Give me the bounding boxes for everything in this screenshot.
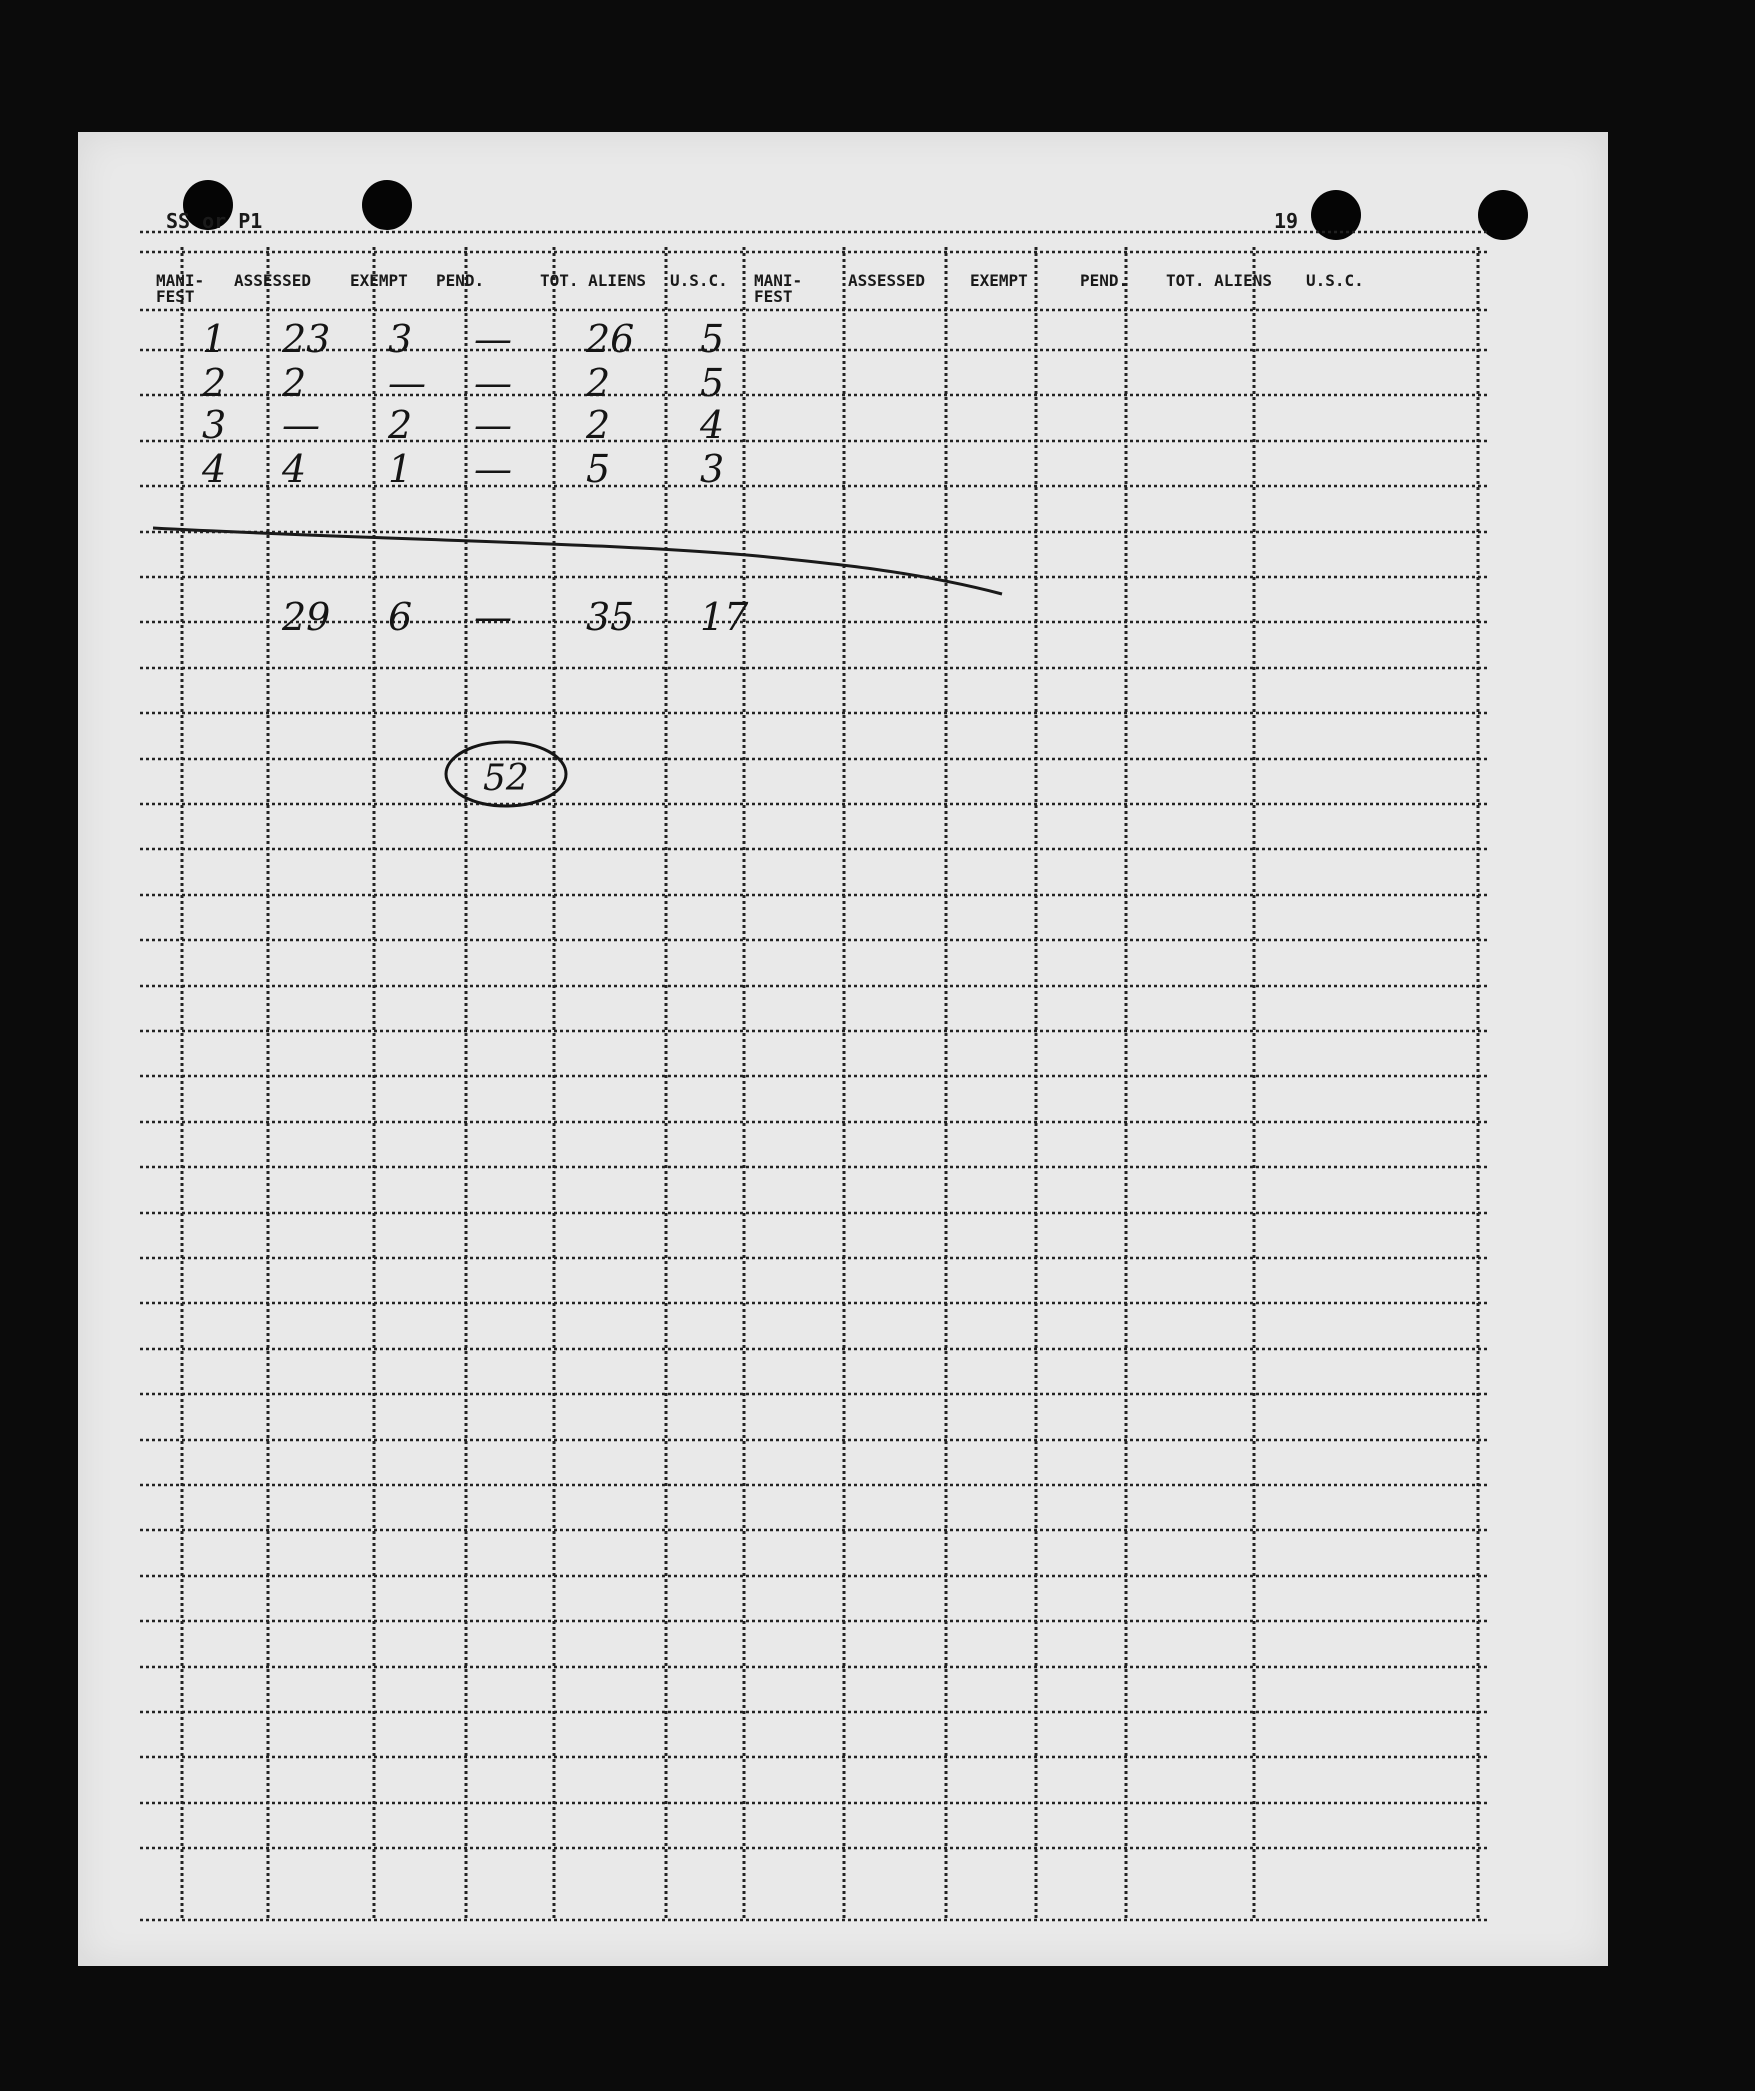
entry-usc: 5	[700, 361, 725, 405]
manifest-tally-sheet	[78, 132, 1608, 1966]
entry-exempt: 1	[388, 447, 413, 491]
entry-tot-aliens: 2	[586, 361, 611, 405]
form-grid	[78, 132, 1608, 1966]
entry-pend: —	[474, 317, 512, 361]
entry-tot-aliens: 26	[586, 317, 635, 361]
column-header-left: PEND.	[436, 271, 485, 290]
entry-assessed: —	[282, 403, 320, 447]
total-separator-line	[153, 528, 1002, 594]
entry-manifest: 1	[202, 317, 227, 361]
column-header-right: PEND.	[1080, 271, 1129, 290]
column-header-left: FEST	[156, 287, 195, 306]
entry-tot-aliens: 2	[586, 403, 611, 447]
year-label: 19	[1274, 209, 1299, 233]
entry-manifest: 2	[202, 361, 227, 405]
column-header-left: ASSESSED	[234, 271, 312, 290]
totals-row	[281, 595, 749, 639]
column-header-left: MANI-	[156, 271, 205, 290]
ship-label: SS or P1	[166, 209, 263, 233]
total-assessed: 29	[282, 595, 331, 639]
entry-pend: —	[474, 403, 512, 447]
entry-pend: —	[474, 361, 512, 405]
entry-assessed: 2	[282, 361, 307, 405]
column-header-right: ASSESSED	[848, 271, 926, 290]
column-header-right: FEST	[754, 287, 793, 306]
total-tot-aliens: 35	[586, 595, 635, 639]
entry-manifest: 3	[202, 403, 227, 447]
entry-exempt: —	[388, 361, 426, 405]
total-usc: 17	[700, 595, 749, 639]
entry-rows	[201, 317, 724, 491]
column-headers	[156, 271, 1364, 306]
total-exempt: 6	[388, 595, 413, 639]
entry-pend: —	[474, 447, 512, 491]
entry-assessed: 23	[282, 317, 331, 361]
entry-usc: 5	[700, 317, 725, 361]
column-header-right: EXEMPT	[970, 271, 1028, 290]
total-pend: —	[474, 595, 512, 639]
entry-exempt: 3	[388, 317, 413, 361]
entry-tot-aliens: 5	[586, 447, 611, 491]
entry-usc: 3	[700, 447, 725, 491]
entry-assessed: 4	[282, 447, 307, 491]
grand-total: 52	[483, 758, 529, 799]
column-header-right: MANI-	[754, 271, 803, 290]
entry-usc: 4	[700, 403, 725, 447]
entry-manifest: 4	[202, 447, 227, 491]
column-header-left: U.S.C.	[670, 271, 728, 290]
column-header-right: TOT. ALIENS	[1166, 271, 1272, 290]
column-header-right: U.S.C.	[1306, 271, 1364, 290]
column-header-left: EXEMPT	[350, 271, 408, 290]
entry-exempt: 2	[388, 403, 413, 447]
column-header-left: TOT. ALIENS	[540, 271, 646, 290]
